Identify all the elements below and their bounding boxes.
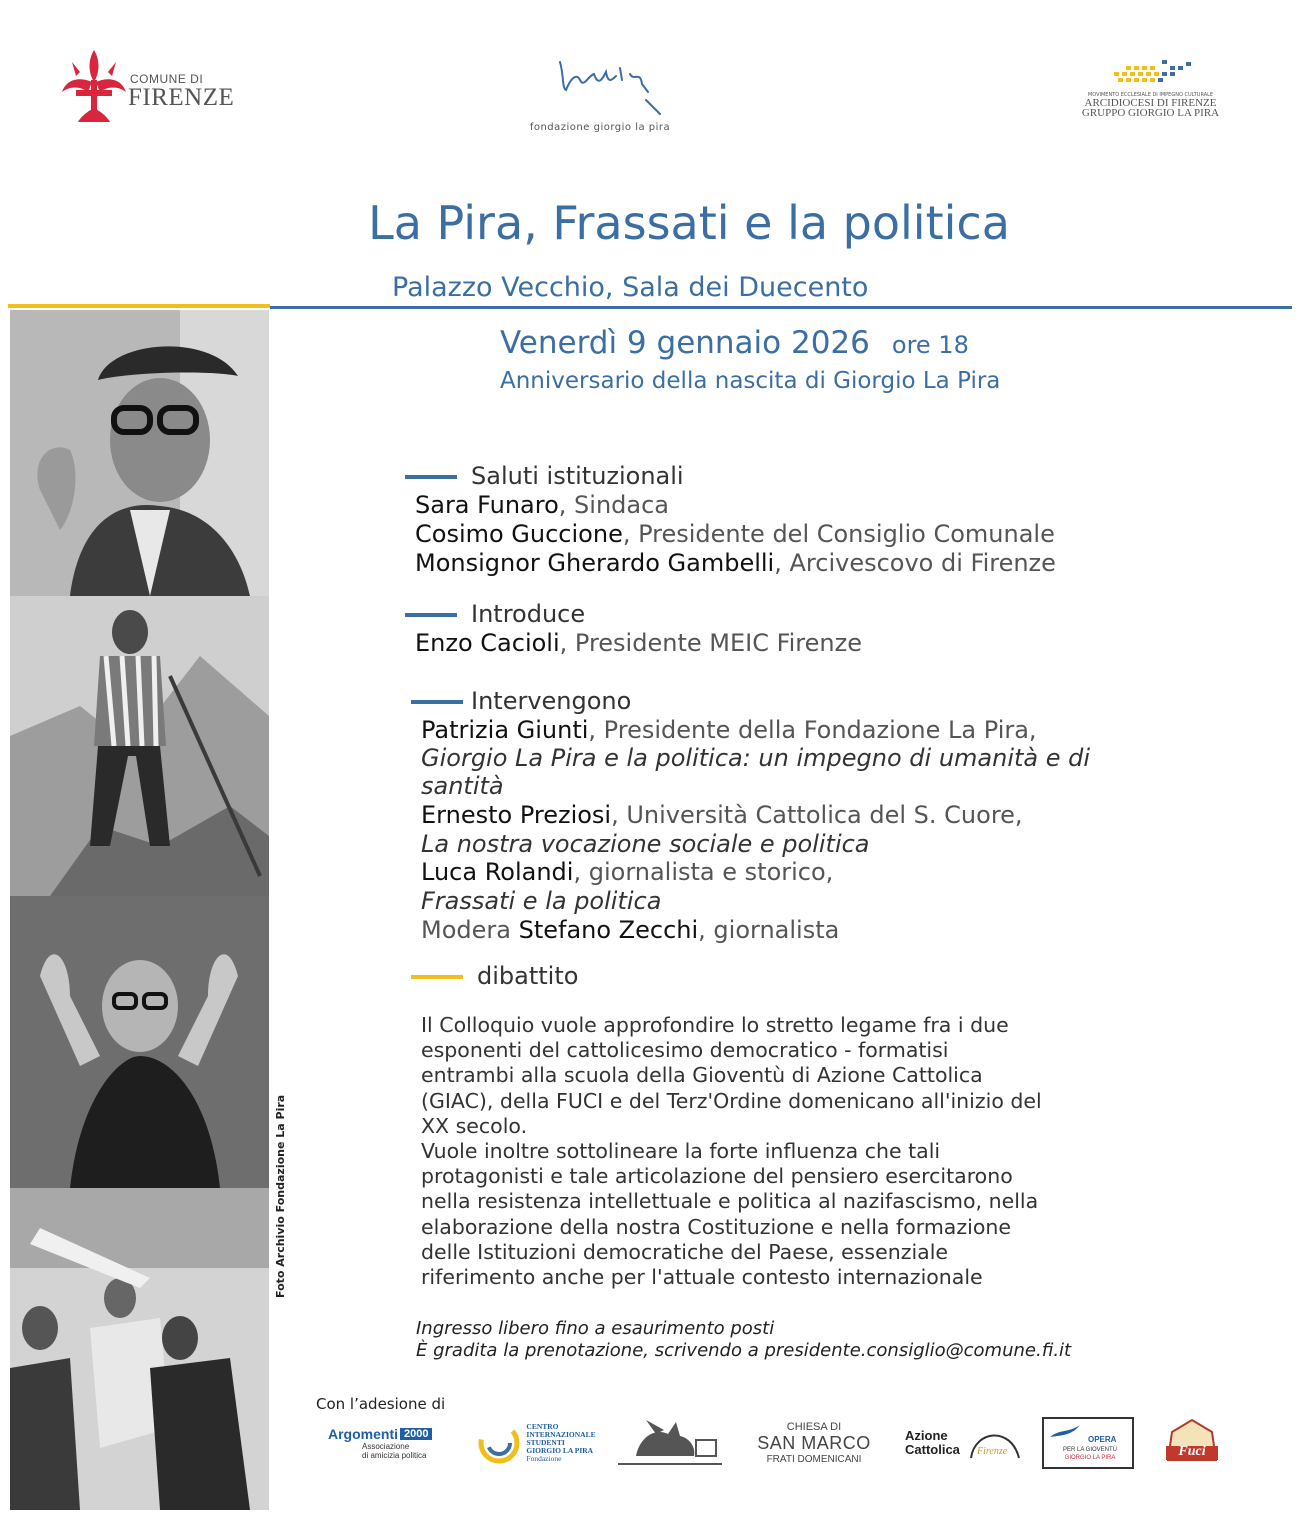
photo-la-pira-waving (10, 896, 269, 1188)
speaker-role: , giornalista e storico, (573, 858, 834, 886)
section-marker (405, 475, 457, 479)
section-marker (405, 613, 457, 617)
description-line: (GIAC), della FUCI e del Terz'Ordine domenicano all'inizio del (421, 1088, 1042, 1113)
florence-lily-icon (58, 46, 130, 124)
talk-title-text: Frassati e la politica (421, 887, 662, 915)
centro-l5: Fondazione (526, 1454, 562, 1463)
sanmarco-l1: CHIESA DI (786, 1421, 842, 1433)
meic-line-1: ARCIDIOCESI DI FIRENZE (1084, 97, 1217, 109)
photo-group (10, 1188, 269, 1510)
description-line: elaborazione della nostra Costituzione e nella formazione (421, 1214, 1011, 1239)
moderator-name: Stefano Zecchi (518, 916, 699, 944)
section-introduce (405, 600, 585, 628)
moderator-line (421, 916, 839, 944)
meic-line-2: GRUPPO GIORGIO LA PIRA (1081, 107, 1220, 119)
section-marker (411, 700, 463, 704)
moderator-role: , giornalista (698, 916, 840, 944)
description-line: XX secolo. (421, 1113, 528, 1138)
signature-icon (530, 50, 670, 120)
sponsor-centro-internazionale (466, 1414, 606, 1472)
argomenti-num: 2000 (400, 1428, 432, 1440)
speaker-role: , Presidente della Fondazione La Pira, (588, 716, 1037, 744)
sponsor-fuci (1152, 1414, 1232, 1472)
opera-l2: PER LA GIOVENTÙ (1062, 1447, 1117, 1453)
speaker-line (421, 801, 1023, 829)
talk-title-text: Giorgio La Pira e la politica: un impegno di umanità e di (421, 744, 1091, 772)
section-saluti (405, 462, 684, 490)
talk-title (421, 744, 1090, 772)
speaker-role: , Sindaca (558, 491, 670, 519)
section-dibattito (411, 962, 578, 990)
description (421, 1013, 1211, 1290)
description-line: delle Istituzioni democratiche del Paese, essenziale (421, 1239, 949, 1264)
date-text: Venerdì 9 gennaio 2026 (500, 325, 870, 361)
winged-lion-icon (616, 1416, 724, 1470)
centro-l3: STUDENTI (526, 1438, 565, 1447)
firenze-label: FIRENZE (128, 84, 235, 111)
sanmarco-l2: SAN MARCO (757, 1433, 871, 1453)
sponsor-lion-emblem (614, 1414, 726, 1472)
comune-label: COMUNE DI (130, 72, 204, 86)
argomenti-title: Argomenti (328, 1426, 398, 1442)
fuci-label: Fuci (1178, 1444, 1206, 1459)
speaker-role: , Università Cattolica del S. Cuore, (611, 801, 1023, 829)
event-time: ore 18 (891, 331, 969, 359)
talk-title (421, 887, 661, 915)
sponsor-azione-cattolica (900, 1414, 1026, 1472)
speaker-name: Monsignor Gherardo Gambelli (415, 549, 775, 577)
argomenti-sub2: di amicizia politica (362, 1451, 427, 1460)
meic-tagline: MOVIMENTO ECCLESIALE DI IMPEGNO CULTURALE (1087, 92, 1214, 98)
meic-logo (1058, 58, 1243, 118)
entry-note (416, 1318, 1071, 1362)
speaker-role: , Presidente MEIC Firenze (559, 629, 862, 657)
opera-l1: OPERA (1088, 1435, 1117, 1444)
speaker-name: Enzo Cacioli (415, 629, 560, 657)
azione-l1: Azione (905, 1428, 948, 1443)
section-heading: Saluti istituzionali (471, 462, 684, 490)
centro-ring-icon (476, 1420, 522, 1466)
speaker-role: , Presidente del Consiglio Comunale (622, 520, 1055, 548)
sponsor-san-marco (738, 1414, 890, 1472)
speaker-line (415, 549, 1056, 577)
anniversary: Anniversario della nascita di Giorgio La Pira (500, 368, 1001, 394)
centro-l4: GIORGIO LA PIRA (526, 1446, 594, 1455)
fondazione-la-pira-logo (520, 50, 680, 134)
sponsor-opera-gioventu (1040, 1414, 1136, 1472)
description-line: protagonisti e tale articolazione del pensiero esercitarono (421, 1164, 1013, 1189)
dots-icon (1106, 58, 1196, 88)
description-line: entrambi alla scuola della Gioventù di Azione Cattolica (421, 1063, 983, 1088)
fondazione-label: fondazione giorgio la pira (529, 122, 671, 133)
talk-title-text: santità (421, 772, 504, 800)
description-line: Il Colloquio vuole approfondire lo stretto legame fra i due (421, 1013, 1009, 1037)
speaker-name: Patrizia Giunti (421, 716, 589, 744)
talk-title (421, 830, 870, 858)
comune-firenze-logo (58, 46, 268, 126)
moderator-prefix: Modera (421, 916, 519, 944)
fuci-emblem-icon (1160, 1416, 1224, 1470)
azione-l3: Firenze (977, 1446, 1008, 1457)
azione-l2: Cattolica (905, 1442, 960, 1457)
speaker-line (415, 629, 862, 657)
speaker-name: Ernesto Preziosi (421, 801, 612, 829)
description-line: Vuole inoltre sottolineare la forte influenza che tali (421, 1139, 941, 1164)
speaker-name: Sara Funaro (415, 491, 559, 519)
entry-note-line: Ingresso libero fino a esaurimento posti (416, 1318, 775, 1339)
section-marker (411, 975, 463, 979)
sanmarco-l3: FRATI DOMENICANI (766, 1454, 862, 1465)
description-line: riferimento anche per l'attuale contesto internazionale (421, 1265, 983, 1290)
section-heading: Introduce (471, 600, 586, 628)
speaker-line (421, 858, 833, 886)
photo-la-pira-portrait (10, 310, 269, 596)
speaker-line (415, 491, 669, 519)
event-date (500, 325, 969, 361)
bird-icon (1048, 1423, 1082, 1443)
booking-note-line: È gradita la prenotazione, scrivendo a presidente.consiglio@comune.fi.it (416, 1340, 1072, 1361)
speaker-role: , Arcivescovo di Firenze (774, 549, 1056, 577)
page-title: La Pira, Frassati e la politica (368, 196, 1010, 250)
photo-frassati-mountain (10, 596, 269, 896)
blue-rule (270, 306, 1292, 309)
description-line: nella resistenza intellettuale e politica al nazifascismo, nella (421, 1189, 1039, 1214)
photo-credit-text: Foto Archivio Fondazione La Pira (274, 1094, 287, 1298)
description-line: esponenti del cattolicesimo democratico - formatisi (421, 1038, 949, 1063)
centro-l2: INTERNAZIONALE (526, 1430, 596, 1439)
centro-l1: CENTRO (526, 1422, 559, 1431)
section-heading: Intervengono (471, 687, 632, 715)
opera-l3: GIORGIO LA PIRA (1064, 1455, 1116, 1461)
sponsor-argomenti (326, 1414, 434, 1472)
speaker-name: Cosimo Guccione (415, 520, 623, 548)
argomenti-sub1: Associazione (362, 1442, 410, 1451)
section-heading: dibattito (477, 962, 579, 990)
talk-title (421, 772, 504, 800)
section-intervengono (411, 687, 631, 715)
speaker-line (421, 716, 1037, 744)
speaker-line (415, 520, 1055, 548)
yellow-rule (8, 304, 270, 308)
photo-credit (270, 1094, 290, 1300)
speaker-name: Luca Rolandi (421, 858, 574, 886)
venue: Palazzo Vecchio, Sala dei Duecento (392, 272, 869, 303)
adesione-label: Con l’adesione di (316, 1395, 446, 1413)
talk-title-text: La nostra vocazione sociale e politica (421, 830, 870, 858)
